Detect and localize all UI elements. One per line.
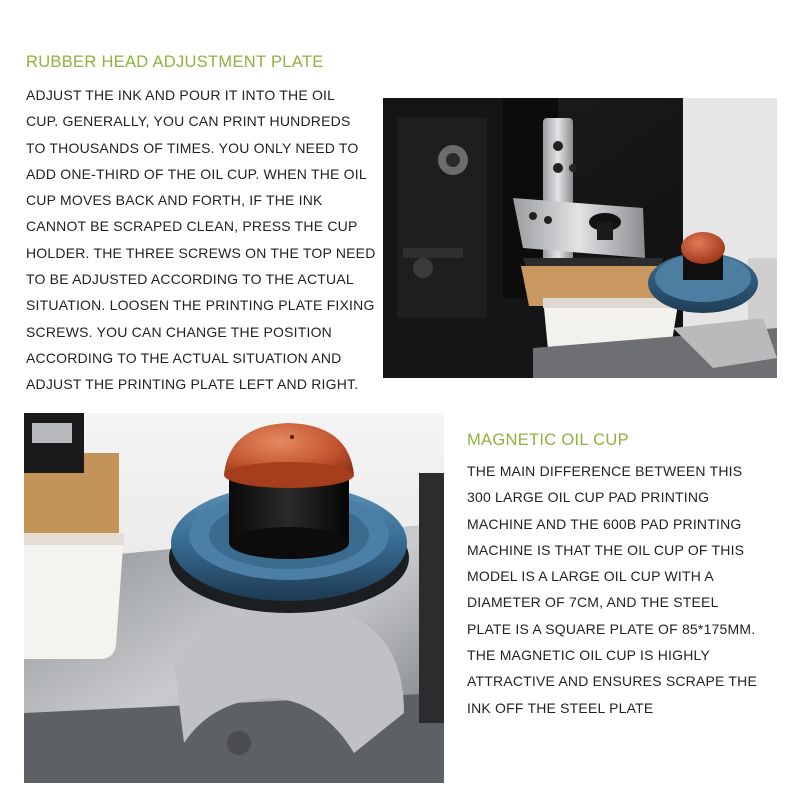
- section1-line: HOLDER. THE THREE SCREWS ON THE TOP NEED: [26, 244, 376, 261]
- section1-line: SCREWS. YOU CAN CHANGE THE POSITION: [26, 323, 332, 340]
- pad-printer-machine-photo: [383, 98, 777, 378]
- section1-line: SITUATION. LOOSEN THE PRINTING PLATE FIXING: [26, 297, 375, 314]
- section2-line: DIAMETER OF 7CM, AND THE STEEL: [467, 594, 719, 611]
- section1-line: TO THOUSANDS OF TIMES. YOU ONLY NEED TO: [26, 139, 359, 156]
- section1-line: TO BE ADJUSTED ACCORDING TO THE ACTUAL: [26, 271, 354, 288]
- section2-paragraph: [467, 458, 757, 721]
- section1-line: ADJUST THE PRINTING PLATE LEFT AND RIGHT.: [26, 376, 359, 393]
- section2-title: MAGNETIC OIL CUP: [467, 431, 629, 449]
- magnetic-oil-cup-closeup-photo: [24, 413, 444, 783]
- section2-line: THE MAGNETIC OIL CUP IS HIGHLY: [467, 647, 711, 664]
- section1-line: CANNOT BE SCRAPED CLEAN, PRESS THE CUP: [26, 218, 358, 235]
- section2-line: MACHINE AND THE 600B PAD PRINTING: [467, 515, 742, 532]
- section2-line: PLATE IS A SQUARE PLATE OF 85*175MM.: [467, 620, 756, 637]
- section1-paragraph: [26, 82, 376, 398]
- section1-line: ADJUST THE INK AND POUR IT INTO THE OIL: [26, 87, 336, 103]
- section1-title: RUBBER HEAD ADJUSTMENT PLATE: [26, 53, 324, 71]
- section1-line: ADD ONE-THIRD OF THE OIL CUP. WHEN THE OIL: [26, 165, 367, 182]
- section1-line: ACCORDING TO THE ACTUAL SITUATION AND: [26, 349, 342, 366]
- section1-line: CUP. GENERALLY, YOU CAN PRINT HUNDREDS: [26, 113, 351, 130]
- section2-line: INK OFF THE STEEL PLATE: [467, 699, 654, 716]
- section2-line: 300 LARGE OIL CUP PAD PRINTING: [467, 489, 710, 506]
- section2-line: THE MAIN DIFFERENCE BETWEEN THIS: [467, 463, 743, 479]
- section2-line: MODEL IS A LARGE OIL CUP WITH A: [467, 568, 714, 585]
- section1-line: CUP MOVES BACK AND FORTH, IF THE INK: [26, 192, 323, 209]
- section2-line: ATTRACTIVE AND ENSURES SCRAPE THE: [467, 673, 758, 690]
- section2-line: MACHINE IS THAT THE OIL CUP OF THIS: [467, 541, 745, 558]
